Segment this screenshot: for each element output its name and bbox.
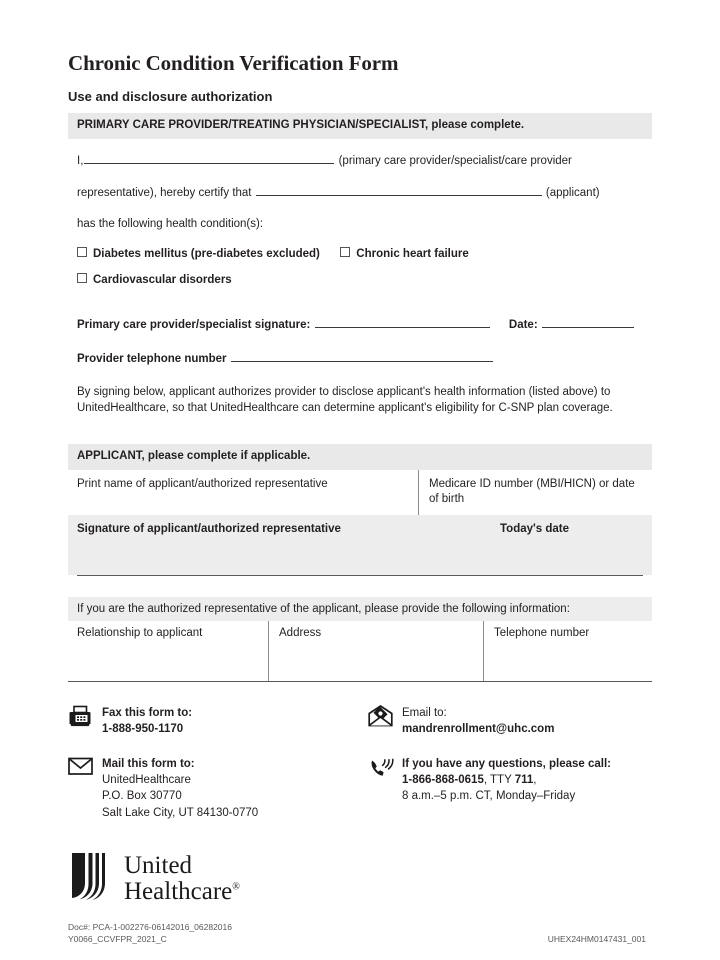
contact-mail [68,755,368,821]
brand-name [124,853,240,905]
fax-icon [68,704,102,738]
condition-row-2 [77,273,643,289]
brand-name-line-2: Healthcare® [124,877,240,905]
contact-column-right [368,704,652,838]
phone-hours: 8 a.m.–5 p.m. CT, Monday–Friday [402,790,576,803]
footer-codes [68,921,548,946]
brand-logo [68,850,652,907]
representative-note: If you are the authorized representative of the applicant, please provide the following information: [68,597,652,621]
applicant-name-row [77,184,643,202]
applicant-signature-input[interactable] [77,575,643,576]
mail-line-2: P.O. Box 30770 [102,790,182,803]
contact-column-left [68,704,368,838]
representative-address-cell[interactable] [268,621,483,681]
representative-section [68,597,652,682]
contact-phone [368,755,652,805]
mail-line-1: UnitedHealthcare [102,774,191,787]
mail-label: Mail this form to: [102,757,195,770]
applicant-signature-row [68,515,652,561]
contact-fax-text [102,704,192,738]
phone-number: 1-866-868-0615 [402,774,484,787]
applicant-print-name-label: Print name of applicant/authorized representative [77,477,328,490]
phone-ringing-icon [368,755,402,805]
representative-table [68,621,652,682]
representative-telephone-cell[interactable] [483,621,652,681]
contact-email-text [402,704,554,738]
open-envelope-icon [368,704,402,738]
fax-label: Fax this form to: [102,707,193,720]
certifier-suffix-label: (primary care provider/specialist/care provider [338,154,572,167]
trademark-symbol: ® [232,881,240,893]
footer-doc-code: Doc#: PCA-1-002276-06142016_06282016 [68,922,232,933]
provider-section-header: PRIMARY CARE PROVIDER/TREATING PHYSICIAN/SPECIALIST, please complete. [68,113,652,139]
certifier-name-row [77,152,643,170]
phone-number-line [402,772,611,788]
applicant-medicare-id-cell[interactable] [418,470,652,515]
email-label: Email to: [402,707,447,720]
representative-address-label: Address [279,627,322,640]
condition-label-cardiovascular: Cardiovascular disorders [93,273,232,286]
provider-signature-input[interactable] [315,316,490,328]
checkbox-cardiovascular-disorders[interactable] [77,273,87,283]
representative-telephone-label: Telephone number [494,627,590,640]
contact-email [368,704,652,738]
applicant-section-header: APPLICANT, please complete if applicable. [68,444,652,470]
provider-date-input[interactable] [542,316,634,328]
representative-relationship-cell[interactable] [68,621,268,681]
provider-telephone-label: Provider telephone number [77,352,227,365]
applicant-suffix-label: (applicant) [545,187,600,200]
checkbox-diabetes-mellitus[interactable] [77,247,87,257]
phone-label: If you have any questions, please call: [402,757,611,770]
applicant-today-date-label: Today's date [500,522,569,535]
envelope-icon [68,755,102,821]
uhc-shield-icon [68,850,112,907]
provider-date-label: Date: [508,319,538,332]
contact-phone-text [402,755,611,805]
certifier-name-input[interactable] [84,152,334,164]
applicant-signature-label: Signature of applicant/authorized representative [77,522,341,535]
applicant-name-input[interactable] [256,184,542,196]
page-subtitle: Use and disclosure authorization [68,89,273,105]
form-page [68,52,652,946]
provider-signature-row [77,316,643,334]
contact-fax [68,704,368,738]
conditions-intro-label: has the following health condition(s): [77,217,264,230]
provider-telephone-input[interactable] [231,350,493,362]
applicant-medicare-id-label: Medicare ID number (MBI/HICN) or date of birth [429,477,635,506]
contact-block [68,704,652,838]
authorization-paragraph: By signing below, applicant authorizes provider to disclose applicant's health information (listed above) to UnitedHealthcare, so that UnitedHealthcare can determine applicant's eligibility for C-SNP plan coverage. [77,385,613,415]
page-title: Chronic Condition Verification Form [68,51,399,75]
tty-number: 711 [514,774,534,787]
mail-line-3: Salt Lake City, UT 84130-0770 [102,806,259,819]
condition-row-1 [77,247,643,263]
applicant-print-name-cell[interactable] [68,470,418,515]
footer-form-code: Y0066_CCVFPR_2021_C [68,934,167,945]
applicant-section [68,444,652,576]
brand-name-line-1: United [124,851,193,879]
condition-label-diabetes: Diabetes mellitus (pre-diabetes excluded) [93,248,320,261]
provider-signature-label: Primary care provider/specialist signature: [77,319,311,332]
applicant-info-row [68,470,652,515]
certifier-prefix-label: I, [77,154,84,167]
footer [68,921,652,946]
fax-number: 1-888-950-1170 [102,723,184,736]
provider-section-body [68,139,652,417]
contact-mail-text [102,755,258,821]
provider-telephone-row [77,350,643,368]
footer-right-code: UHEX24HM0147431_001 [547,934,646,945]
tty-suffix: , [533,774,537,787]
checkbox-chronic-heart-failure[interactable] [340,247,350,257]
email-address[interactable]: mandrenrollment@uhc.com [402,723,555,736]
applicant-prefix-label: representative), hereby certify that [77,187,252,200]
representative-relationship-label: Relationship to applicant [77,627,203,640]
condition-label-heart-failure: Chronic heart failure [356,248,469,261]
tty-prefix: , TTY [483,774,515,787]
